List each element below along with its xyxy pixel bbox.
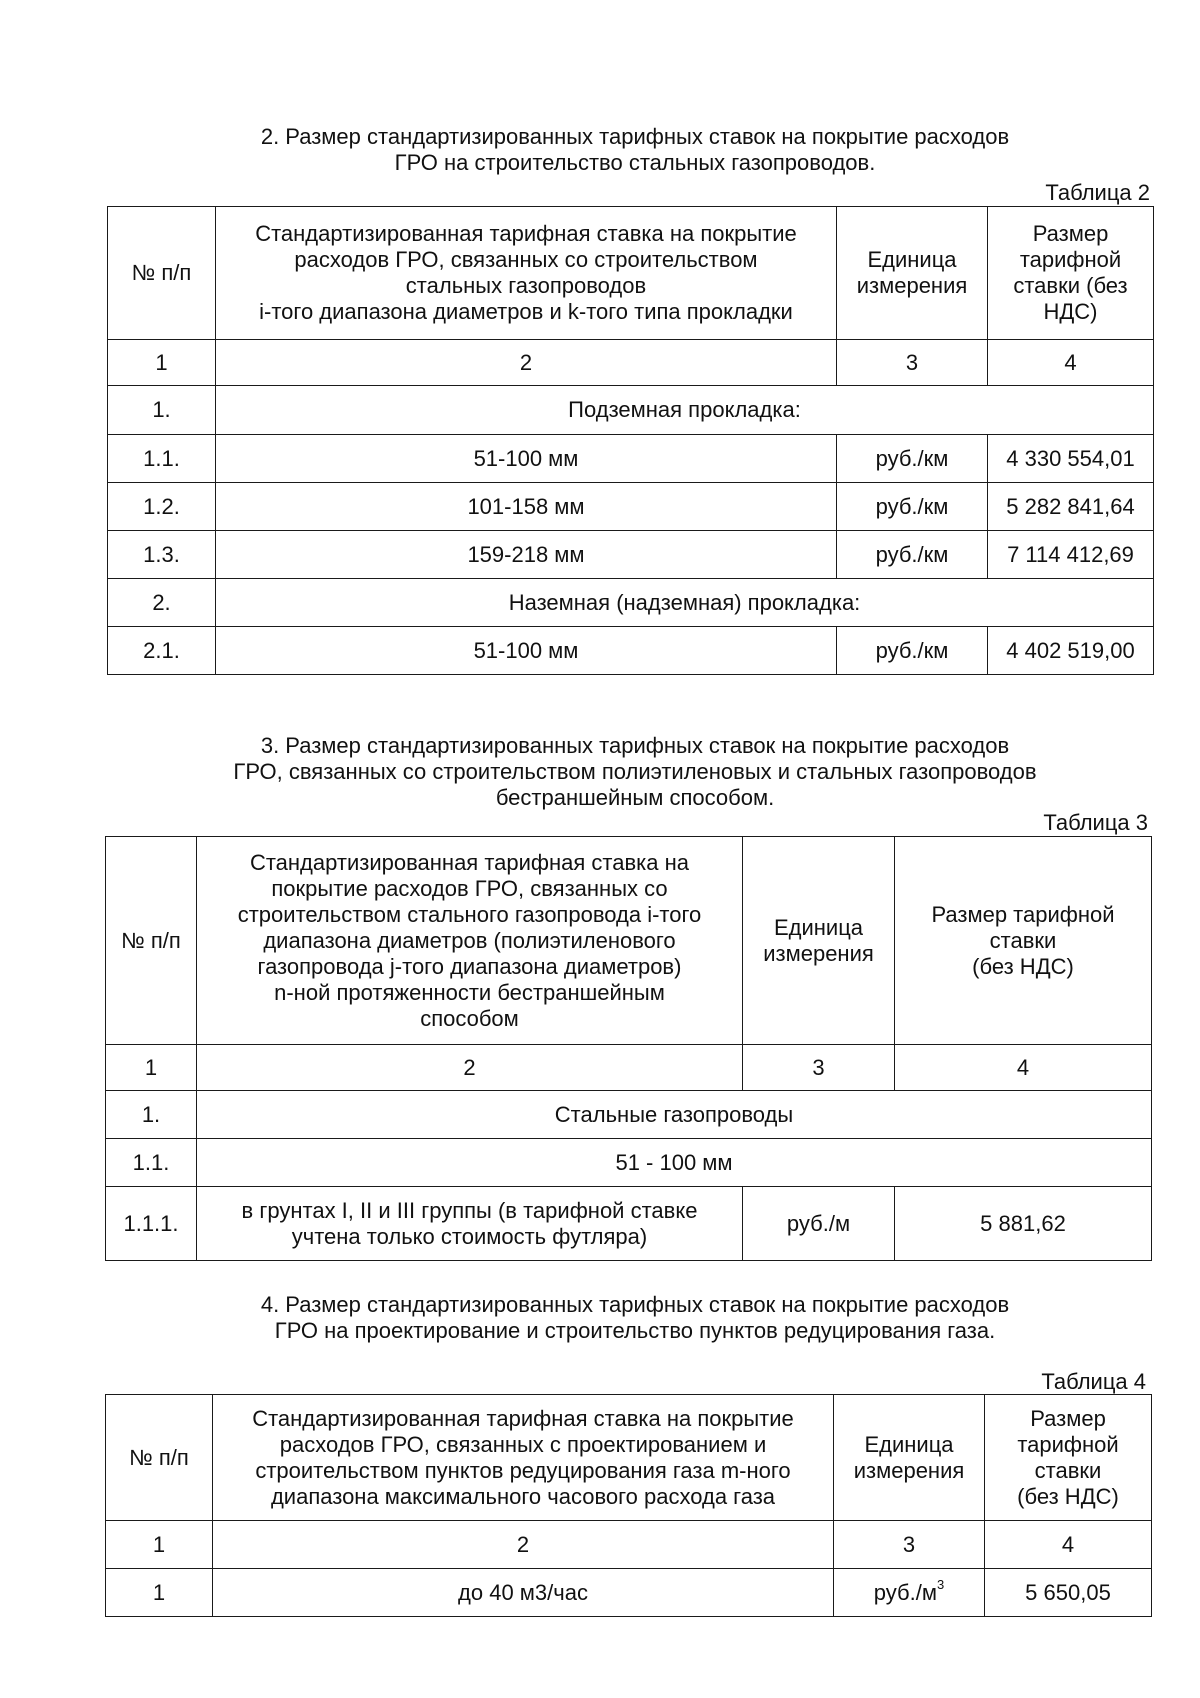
row-unit: руб./км xyxy=(837,627,988,675)
section-2-title: 2. Размер стандартизированных тарифных ставок на покрытие расходов ГРО на строительство стальных газопроводов. xyxy=(260,124,1010,175)
row-rate: 7 114 412,69 xyxy=(988,531,1154,579)
col-number: 3 xyxy=(743,1045,895,1091)
col-number: 1 xyxy=(106,1045,197,1091)
col-number: 1 xyxy=(106,1521,213,1569)
header-description: Стандартизированная тарифная ставка на покрытие расходов ГРО, связанных с проектированием и строительством пунктов редуцирования газа m-ного диапазона максимального часового расхода газа xyxy=(213,1395,834,1521)
table-3 xyxy=(105,836,1152,1261)
row-rate: 5 282 841,64 xyxy=(988,483,1154,531)
row-num: 1.2. xyxy=(108,483,216,531)
header-description: Стандартизированная тарифная ставка на покрытие расходов ГРО, связанных со строительством стального газопровода i-того диапазона диаметров (полиэтиленового газопровода j-того диапазона диаметров) n-ной протяженности бестраншейным способом xyxy=(197,837,743,1045)
row-group-title: Стальные газопроводы xyxy=(197,1091,1152,1139)
row-num: 1. xyxy=(106,1091,197,1139)
table-row xyxy=(108,579,1154,627)
table-row xyxy=(106,1569,1152,1617)
row-group-title: Наземная (надземная) прокладка: xyxy=(216,579,1154,627)
row-num: 2. xyxy=(108,579,216,627)
col-number: 2 xyxy=(213,1521,834,1569)
table-2-header-row xyxy=(108,207,1154,340)
header-rate: Размер тарифной ставки (без НДС) xyxy=(985,1395,1152,1521)
column-numbers-row xyxy=(106,1521,1152,1569)
table-3-header-row xyxy=(106,837,1152,1045)
row-num: 2.1. xyxy=(108,627,216,675)
row-description: в грунтах I, II и III группы (в тарифной ставке учтена только стоимость футляра) xyxy=(197,1187,743,1261)
table-3-label: Таблица 3 xyxy=(1043,810,1148,835)
header-num: № п/п xyxy=(108,207,216,340)
row-num: 1.1. xyxy=(106,1139,197,1187)
col-number: 1 xyxy=(108,340,216,386)
row-num: 1 xyxy=(106,1569,213,1617)
table-2 xyxy=(107,206,1154,675)
unit-superscript: 3 xyxy=(936,1577,945,1593)
header-rate: Размер тарифной ставки (без НДС) xyxy=(988,207,1154,340)
col-number: 2 xyxy=(197,1045,743,1091)
col-number: 3 xyxy=(834,1521,985,1569)
table-2-label: Таблица 2 xyxy=(1045,180,1150,205)
table-row xyxy=(108,531,1154,579)
row-description: 51-100 мм xyxy=(216,627,837,675)
row-num: 1.3. xyxy=(108,531,216,579)
col-number: 3 xyxy=(837,340,988,386)
table-row xyxy=(108,435,1154,483)
table-row xyxy=(106,1187,1152,1261)
table-row xyxy=(108,627,1154,675)
row-rate: 4 402 519,00 xyxy=(988,627,1154,675)
row-rate: 5 650,05 xyxy=(985,1569,1152,1617)
table-4-header-row xyxy=(106,1395,1152,1521)
table-row xyxy=(106,1139,1152,1187)
header-rate: Размер тарифной ставки (без НДС) xyxy=(895,837,1152,1045)
row-unit: руб./км xyxy=(837,531,988,579)
row-unit: руб./м xyxy=(743,1187,895,1261)
column-numbers-row xyxy=(106,1045,1152,1091)
row-rate: 4 330 554,01 xyxy=(988,435,1154,483)
section-3-title: 3. Размер стандартизированных тарифных ставок на покрытие расходов ГРО, связанных со строительством полиэтиленовых и стальных газопроводов бестраншейным способом. xyxy=(233,733,1037,810)
header-unit: Единица измерения xyxy=(834,1395,985,1521)
row-num: 1. xyxy=(108,386,216,435)
header-num: № п/п xyxy=(106,837,197,1045)
row-description: 101-158 мм xyxy=(216,483,837,531)
row-group-title: 51 - 100 мм xyxy=(197,1139,1152,1187)
row-group-title: Подземная прокладка: xyxy=(216,386,1154,435)
table-4-label: Таблица 4 xyxy=(1041,1369,1146,1394)
table-4 xyxy=(105,1394,1152,1617)
header-unit: Единица измерения xyxy=(743,837,895,1045)
col-number: 4 xyxy=(895,1045,1152,1091)
table-row xyxy=(108,483,1154,531)
row-num: 1.1.1. xyxy=(106,1187,197,1261)
row-unit: руб./км xyxy=(837,483,988,531)
col-number: 4 xyxy=(985,1521,1152,1569)
row-unit: руб./км xyxy=(837,435,988,483)
row-rate: 5 881,62 xyxy=(895,1187,1152,1261)
col-number: 2 xyxy=(216,340,837,386)
header-description: Стандартизированная тарифная ставка на покрытие расходов ГРО, связанных со строительством стальных газопроводов i-того диапазона диаметров и k-того типа прокладки xyxy=(216,207,837,340)
row-description: 159-218 мм xyxy=(216,531,837,579)
table-row xyxy=(106,1091,1152,1139)
unit-base: руб./м xyxy=(873,1579,937,1605)
row-description: до 40 м3/час xyxy=(213,1569,834,1617)
column-numbers-row xyxy=(108,340,1154,386)
row-unit xyxy=(834,1569,985,1617)
header-unit: Единица измерения xyxy=(837,207,988,340)
row-description: 51-100 мм xyxy=(216,435,837,483)
table-row xyxy=(108,386,1154,435)
section-4-title: 4. Размер стандартизированных тарифных ставок на покрытие расходов ГРО на проектирование и строительство пунктов редуцирования газа. xyxy=(260,1292,1010,1343)
header-num: № п/п xyxy=(106,1395,213,1521)
col-number: 4 xyxy=(988,340,1154,386)
row-num: 1.1. xyxy=(108,435,216,483)
